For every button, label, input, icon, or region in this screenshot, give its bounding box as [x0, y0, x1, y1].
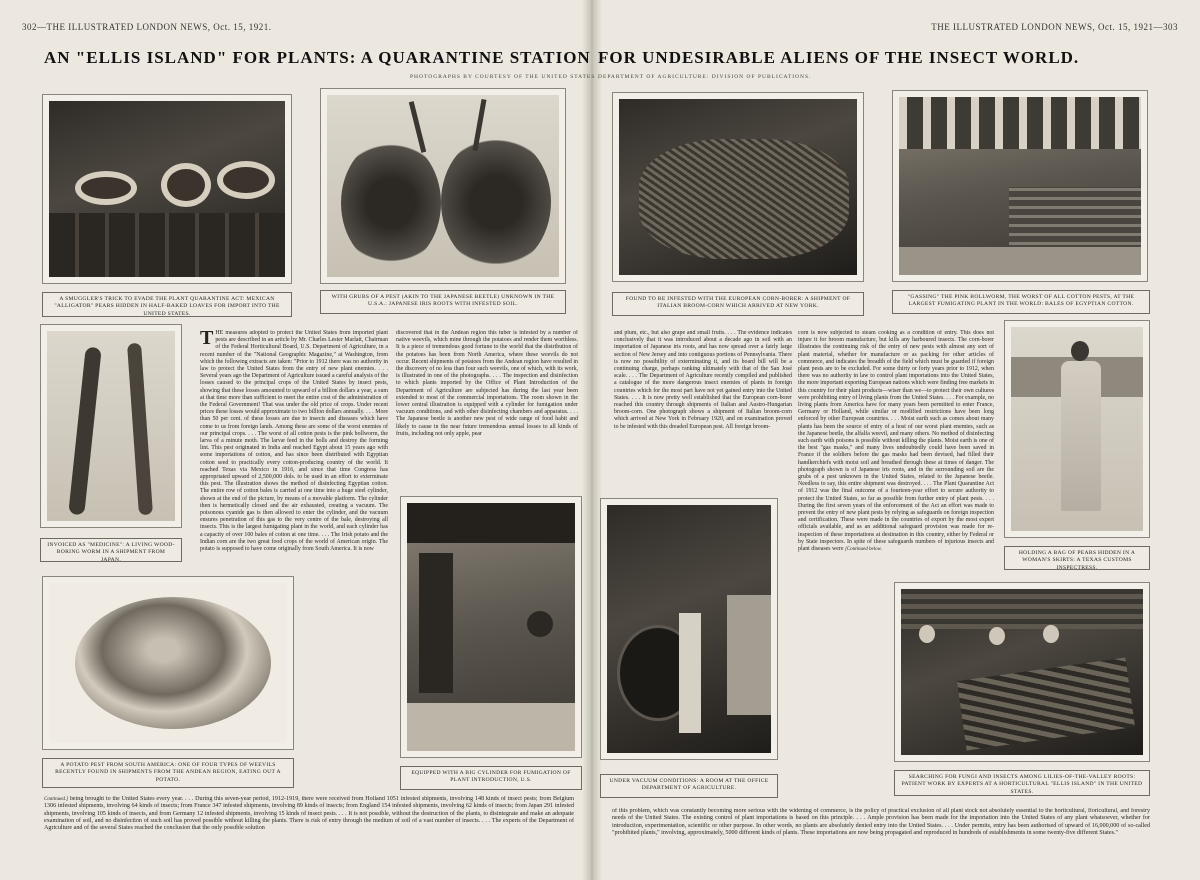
article-text-3: and plum, etc., but also grape and small fruits. . . . The evidence indicates conclusively that it was introduced about a decade ago in soil with an importation of Japanese iris roots, and has now spread over a fairly large section of New Jersey and into contiguous portions of Pennsylvania. There is now no possibility of exterminating it, and its board bill will be a continuing charge, perhaps ranking ultimately with that of the San José scale. . . . The Department of Agriculture recently compiled and published a catalogue of the more dangerous insect enemies of plants in foreign countries which for the most part have not yet gained entry into the United States. . . . It is now pretty well established that the European corn-borer reached this country through shipments of Italian and Austro-Hungarian broom-corn. One photograph shows a shipment of Italian broom-corn which arrived at New York in February 1920, and on examination proved to be infested with this dreaded European pest. All foreign broom- — [614, 330, 792, 430]
headline-left: AN "ELLIS ISLAND" FOR PLANTS: A QUARANTINE STATION — [44, 48, 591, 67]
caption-medicine: INVOICED AS "MEDICINE": A LIVING WOOD-BORING WORM IN A SHIPMENT FROM JAPAN. — [40, 538, 182, 562]
folio-left: 302—THE ILLUSTRATED LONDON NEWS, Oct. 15, 1921. — [22, 22, 272, 32]
photo-broom-corn — [612, 92, 864, 282]
article-bottom-right — [612, 808, 1150, 872]
article-column-2 — [396, 330, 578, 488]
article-text-2: discovered that in the Andean region this tuber is infested by a number of native weevils, which mine through the potatoes and render them worthless. It is a piece of tremendous good fortune to the world that the distribution of the potatoes has been from North America, where these weevils do not occur. Recent shipments of potatoes from the Andean region have resulted in the discovery of no less than four such weevils, one of which, with its work, is illustrated in one of the photographs. . . . The inspection and disinfection to which plants imported by the Office of Plant Introduction of the Department of Agriculture are subjected has during the last year been extended to most of the commercial importations. The room shown in the lower central illustration is equipped with a cylinder for fumigation under vacuum conditions, and with other disinfecting chambers and apparatus. . . . The Japanese beetle is another new pest of wide range of food habit and likely to cause in the near future tremendous annual losses to all kinds of fruits, including not only apple, pear — [396, 330, 578, 437]
article-text-bottom-left: being brought to the United States every year. . . . During this seven-year period, 1912-1919, there were received from Holland 1051 infested shipments, involving 148 kinds of insect pests; from Belgium 1306 infested shipments, involving 64 kinds of insects; from France 347 infested shipments, involving 89 kinds of insects; from England 154 infested shipments, involving 62 kinds of insects; from Japan 291 infested shipments, involving 105 kinds of insects, and from Germany 12 infested shipments, involving 15 kinds of insect pests. . . . It is not possible, without the destruction of the plants, to disintegrate and make an adequate examination of soil, and no disinfection of such soil has proved possible without killing the plants. There is risk of entry through the medium of soil of a vast number of insects. . . . The experts of the Department of Agriculture and of the several States reached the conclusion that the only possible solution — [44, 796, 574, 832]
photo-credit-left: PHOTOGRAPHS BY COURTESY OF THE UNITED STATES — [410, 74, 596, 80]
article-column-4 — [798, 330, 994, 774]
photo-iris-roots — [320, 88, 566, 284]
photo-wood-boring-worm — [40, 324, 182, 528]
article-text-1: HE measures adopted to protect the United States from imported plant pests are described in an article by Mr. Charles Lester Marlatt, Chairman of the Federal Horticultural Board, U.S. Department of Agriculture, in a recent number of the "National Geographic Magazine," at Washington, from which the following extracts are taken: "Prior to 1912 there was no authority in law to protect the United States from the entry of new plant enemies. . . . Several years ago the Department of Agriculture issued a careful analysis of the losses caused to the principal crops of the United States by insect pests, showing that these losses amounted to upward of a billion dollars a year, a sum at that time more than sufficient to meet the entire cost of the administration of the Federal Government! That was under the old price of crops. Under recent prices these losses would approximate to two billion dollars annually. . . . More than 50 per cent. of these losses are due to insects and diseases which have come to us from foreign lands. Among these are some of the worst enemies of our principal crops. . . . The worst of all cotton pests is the pink bollworm, the larva of a minute moth. The larvæ feed in the bolls and destroy the forming lint. This pest originated in India and reached Egypt about 15 years ago with some importations of cotton, and has since been distributed with Egyptian cotton seed to practically every cotton-producing country of the world. It reached Texas via Mexico in 1916, and since that time Congress has appropriated upward of 2,500,000 dols. to be used in an effort to exterminate this pest. The illustration shows the method of disinfecting Egyptian cotton. The entire row of cotton bales is carried at one time into a huge steel cylinder, shown at the end of the picture, by means of a movable platform. The cylinder then is hermetically closed and the air exhausted, creating a vacuum. The poisonous cyanide gas is then allowed to enter the cylinder, and the vacuum ensures penetration of this gas to the very centre of the bale, destroying all insects. This is the largest fumigating plant in the world, and each cylinder has a capacity of over 100 bales of cotton at one time. . . . The Irish potato and the Indian corn are the two great food crops of the world of American origin. The potato is supposed to have come originally from South America. It is now — [200, 330, 388, 553]
photo-vacuum-room — [600, 498, 778, 760]
photo-customs-inspectress — [1004, 320, 1150, 538]
caption-broomcorn: FOUND TO BE INFESTED WITH THE EUROPEAN CORN-BORER: A SHIPMENT OF ITALIAN BROOM-CORN WHICH ARRIVED AT NEW YORK. — [612, 292, 864, 316]
caption-grubs: WITH GRUBS OF A PEST (AKIN TO THE JAPANESE BEETLE) UNKNOWN IN THE U.S.A.: JAPANESE IRIS ROOTS WITH INFESTED SOIL. — [320, 290, 566, 314]
photo-fumigation-cylinder — [400, 496, 582, 758]
page-gutter — [582, 0, 602, 880]
continued-below-mark: [Continued below. — [844, 547, 882, 553]
headline-right: FOR UNDESIRABLE ALIENS OF THE INSECT WORLD. — [598, 48, 1080, 67]
caption-gassing: "GASSING" THE PINK BOLLWORM, THE WORST OF ALL COTTON PESTS, AT THE LARGEST FUMIGATING PLANT IN THE WORLD: BALES OF EGYPTIAN COTTON. — [892, 290, 1150, 314]
folio-right: THE ILLUSTRATED LONDON NEWS, Oct. 15, 1921—303 — [931, 22, 1178, 32]
caption-woman: HOLDING A BAG OF PEARS HIDDEN IN A WOMAN'S SKIRTS: A TEXAS CUSTOMS INSPECTRESS. — [1004, 546, 1150, 570]
caption-lilies: SEARCHING FOR FUNGI AND INSECTS AMONG LILIES-OF-THE-VALLEY ROOTS: PATIENT WORK BY EXPERTS AT A HORTICULTURAL "ELLIS ISLAND" IN THE UNITED STATES. — [894, 770, 1150, 796]
caption-cylinder: EQUIPPED WITH A BIG CYLINDER FOR FUMIGATION OF PLANT INTRODUCTION, U.S. — [400, 766, 582, 790]
article-text-bottom-right: of this problem, which was constantly becoming more serious with the widening of commerce, is the policy of practical exclusion of all plant stock not absolutely essential to the horticultural, floricultural, and forestry needs of the United States. The existing control of plant importations is based on this principle. . . . Ample provision has been made for the importation into the United States of any plant whatsoever, whether for introduction, experimentation, scientific or other purpose. In other words, no plants are absolutely denied entry into the United States. . . . Under permits, entry has been authorised of upward of 16,000,000 of so-called "prohibited plants," involving, approximately, 5000 different kinds of plants. These importations are now being propagated and reproduced in hundreds of establishments in some twenty-five different States." — [612, 808, 1150, 836]
caption-smuggler: A SMUGGLER'S TRICK TO EVADE THE PLANT QUARANTINE ACT: MEXICAN "ALLIGATOR" PEARS HIDDEN IN HALF-BAKED LOAVES FOR IMPORT INTO THE UNITED STATES. — [42, 292, 292, 317]
caption-potato: A POTATO PEST FROM SOUTH AMERICA: ONE OF FOUR TYPES OF WEEVILS RECENTLY FOUND IN SHIPMENTS FROM THE ANDEAN REGION, EATING OUT A POTATO. — [42, 758, 294, 788]
continued-label: Continued.] — [44, 797, 69, 802]
photo-credit-right: DEPARTMENT OF AGRICULTURE: DIVISION OF PUBLICATIONS. — [598, 74, 812, 80]
article-bottom-left — [44, 796, 574, 872]
article-column-1 — [200, 330, 388, 774]
caption-vacuum: UNDER VACUUM CONDITIONS: A ROOM AT THE OFFICE DEPARTMENT OF AGRICULTURE. — [600, 774, 778, 798]
article-column-3 — [614, 330, 792, 490]
article-text-4: corn is now subjected to steam cooking as a condition of entry. This does not injure it for broom manufacture, but kills any harboured insects. The corn-borer illustrates the continuing risk of the entry of new pests with almost any sort of plant material, whether for manufacture or as packing for other articles of commerce, and indicates the breadth of the field which must be guarded if foreign plant pests are to be excluded. For some thirty or forty years prior to 1912, when there was no authority in law to control plant importations into the United States, the more important exporting European nations which were finding free markets in this country for their plant products—wiser than we—to protect their own cultures were prohibiting entry of living plants from the United States. . . . For example, no living plants from America have for many years been permitted to enter France, Germany or Holland, while similar or modified restrictions have been long enforced by other European countries. . . . Moist earth such as comes about many plants has been the source of entry of a host of our worst plant enemies, such as the Japanese beetle, the alfalfa weevil, and many others. No method of disinfecting such earth with poisons is possible without killing the plants. Moist earth is one of the best "gas masks," and many lives undoubtedly could have been saved in France if the soldiers before the gas masks had been devised, had filled their handkerchiefs with moist soil and breathed through these at times of danger. The photograph shown is of Japanese iris roots, and in the surrounding soil are the grubs of a pest unknown in the United States, related to the Japanese beetle. Needless to say, this entire shipment was destroyed. . . . The Plant Quarantine Act of 1912 was the final outcome of a fourteen-year effort to secure authority to protect the United States, so far as possible from further entry of plant pests. . . . During the first seven years of the enforcement of the Act an effort was made to prevent the entry of new plant pests by relying as safeguards on foreign inspection and certification. These were made in the countries of export by the most expert officials available, and as an additional safeguard provision was made for re-inspection of these importations at destination in this country, either by Federal or by State inspectors. In spite of these safeguards numbers of injurious insects and plant diseases were — [798, 330, 994, 553]
photo-smuggled-pears — [42, 94, 292, 284]
photo-cotton-fumigation — [892, 90, 1148, 282]
drop-cap: T — [200, 330, 214, 349]
